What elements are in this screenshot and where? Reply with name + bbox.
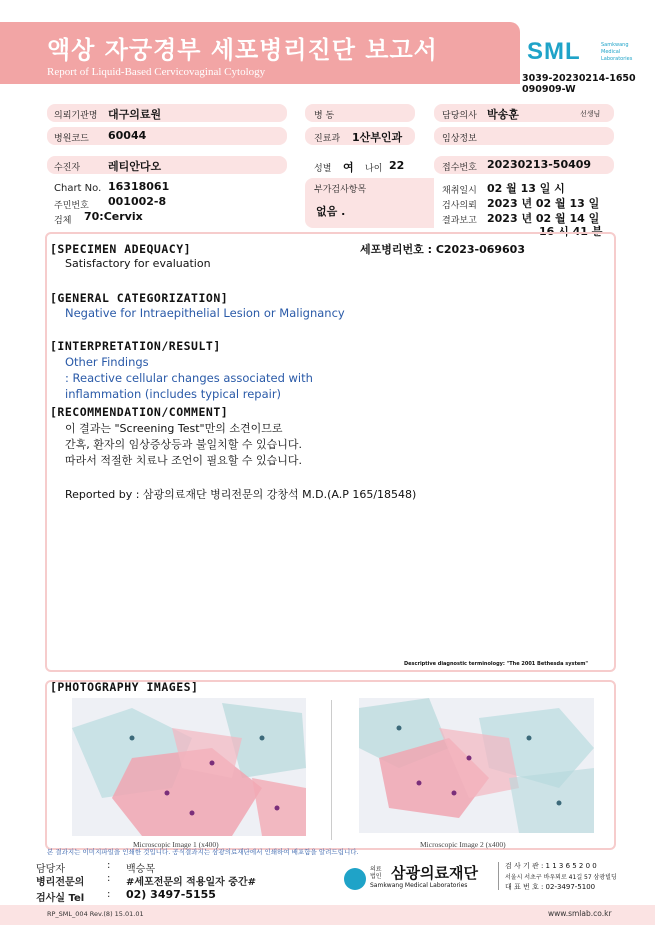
dept-label: 진료과: [314, 134, 341, 144]
interp-line-2: : Reactive cellular changes associated with: [65, 371, 313, 385]
interp-line-1: Other Findings: [65, 355, 149, 369]
footer-notice: 본 결과지는 이미지파일을 인쇄한 것입니다. 공식결과지는 삼광의료재단에서 인쇄하여 배포함을 알려드립니다.: [47, 848, 359, 856]
foundation-logo-icon: [344, 868, 366, 890]
doc-code-line-2: 090909-W: [522, 84, 576, 95]
clinical-label: 임상정보: [442, 134, 477, 144]
recipient-row: [47, 156, 287, 174]
resident-value: 001002-8: [108, 195, 167, 208]
pathologist-colon: :: [107, 873, 111, 884]
form-code: RP_SML_004 Rev.(8) 15.01.01: [47, 910, 144, 918]
staff-label: 담당자: [36, 864, 65, 875]
photo-caption-1: Microscopic Image 1 (x400): [133, 840, 219, 849]
interp-heading: [INTERPRETATION/RESULT]: [50, 339, 221, 353]
pathologist-label: 병리전문의: [36, 877, 85, 888]
org-name: 삼광의료재단: [391, 864, 478, 882]
doctor-suffix: 선생님: [580, 110, 601, 118]
logo-subtext: Samkwang Medical Laboratories: [601, 42, 633, 62]
rec-line-1: 이 결과는 "Screening Test"만의 소견이므로: [65, 422, 283, 435]
tel-colon: :: [107, 889, 111, 900]
extra-label: 부가검사항목: [314, 185, 367, 195]
photo-caption-2: Microscopic Image 2 (x400): [420, 840, 506, 849]
document-code: [522, 73, 636, 95]
cell-illustration-1: [72, 698, 306, 836]
website-link[interactable]: www.smlab.co.kr: [548, 909, 612, 918]
rec-heading: [RECOMMENDATION/COMMENT]: [50, 405, 229, 419]
collect-value: 02 월 13 일 시: [487, 182, 565, 195]
tel-value: 02) 3497-5155: [126, 888, 216, 901]
chart-value: 16318061: [108, 180, 170, 193]
sex-value: 여: [343, 161, 354, 174]
report-label: 결과보고: [442, 216, 477, 226]
microscopic-image-1: [72, 698, 306, 836]
tel-label: 검사실 Tel: [36, 893, 85, 904]
cell-illustration-2: [359, 698, 594, 833]
collect-label: 채취일시: [442, 186, 477, 196]
reg-number: 검 사 기 관 : 1 1 3 6 5 2 0 0: [505, 862, 597, 870]
request-value: 2023 년 02 월 13 일: [487, 197, 600, 210]
specimen-value: 70:Cervix: [84, 210, 143, 223]
resident-label: 주민번호: [54, 201, 89, 211]
recipient-label: 수진자: [54, 163, 81, 173]
receipt-label: 접수번호: [442, 163, 477, 173]
org-en: Samkwang Medical Laboratories: [370, 882, 468, 889]
chart-label: Chart No.: [54, 183, 102, 194]
hospital-code-value: 60044: [108, 129, 147, 142]
receipt-value: 20230213-50409: [487, 158, 592, 171]
dept-value: 1산부인과: [352, 131, 403, 144]
report-time: 16 시 41 분: [539, 225, 603, 238]
pathology-number: 세포병리번호 : C2023-069603: [360, 243, 525, 256]
report-subtitle: Report of Liquid-Based Cervicovaginal Cytology: [47, 66, 266, 78]
ward-label: 병 동: [314, 111, 335, 121]
institution-value: 대구의료원: [108, 108, 162, 121]
logo-text: SML: [527, 38, 581, 65]
rep-phone: 대 표 번 호 : 02-3497-5100: [505, 883, 596, 891]
specimen-label: 검체: [54, 216, 72, 226]
age-value: 22: [389, 159, 405, 172]
reported-by: Reported by : 삼광의료재단 병리전문의 강창석 M.D.(A.P 165/18548): [65, 488, 417, 501]
report-value: 2023 년 02 월 14 일: [487, 212, 600, 225]
request-label: 검사의뢰: [442, 201, 477, 211]
terminology-note: Descriptive diagnostic terminology: "The 2001 Bethesda system": [404, 661, 589, 667]
org-small-label: 의료 법인: [370, 866, 382, 880]
staff-colon: :: [107, 860, 111, 871]
rec-line-3: 따라서 적절한 치료나 조언이 필요할 수 있습니다.: [65, 454, 302, 467]
pathologist-value: #세포전문의 적용일자 중간#: [126, 877, 256, 888]
footer-divider: [498, 862, 499, 890]
sml-logo: [527, 38, 637, 72]
age-label: 나이: [365, 164, 383, 174]
hospital-code-label: 병원코드: [54, 134, 89, 144]
general-text: Negative for Intraepithelial Lesion or Malignancy: [65, 306, 345, 320]
institution-label: 의뢰기관명: [54, 111, 98, 121]
doc-code-line-1: 3039-20230214-1650: [522, 73, 636, 84]
photos-heading: [PHOTOGRAPHY IMAGES]: [50, 680, 199, 694]
extra-value: 없음 .: [316, 205, 346, 218]
photo-divider: [331, 700, 332, 840]
report-title: 액상 자궁경부 세포병리진단 보고서: [47, 36, 438, 64]
doctor-value: 박송훈: [487, 108, 519, 121]
sex-label: 성별: [314, 164, 332, 174]
recipient-value: 레티안다오: [108, 160, 162, 173]
address: 서울시 서초구 바우뫼로 41길 57 삼광빌딩: [505, 874, 617, 881]
adequacy-heading: [SPECIMEN ADEQUACY]: [50, 242, 192, 256]
interp-line-3: inflammation (includes typical repair): [65, 387, 282, 401]
adequacy-text: Satisfactory for evaluation: [65, 257, 211, 270]
rec-line-2: 간혹, 환자의 임상증상등과 불일치할 수 있습니다.: [65, 438, 302, 451]
staff-value: 백승목: [126, 864, 155, 875]
general-heading: [GENERAL CATEGORIZATION]: [50, 291, 229, 305]
doctor-label: 담당의사: [442, 111, 477, 121]
microscopic-image-2: [359, 698, 594, 833]
